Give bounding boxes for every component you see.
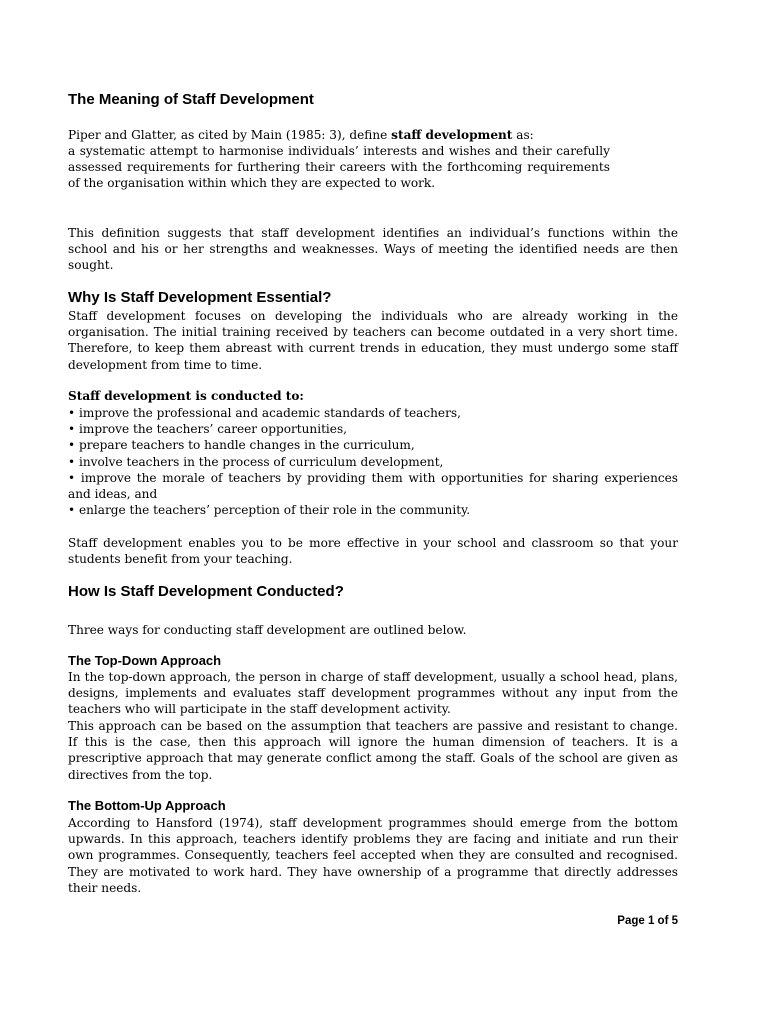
definition-intro-suffix: as: <box>512 128 534 142</box>
page-number: Page 1 of 5 <box>617 915 678 927</box>
why-closing: Staff development enables you to be more effective in your school and classroom so that your students benefit from your teaching. <box>68 536 678 567</box>
list-item: • improve the morale of teachers by providing them with opportunities for sharing experiences and ideas, and <box>68 470 678 502</box>
subsection-title-topdown: The Top-Down Approach <box>68 653 222 668</box>
definition-intro <box>68 127 678 143</box>
subsection-title-bottomup: The Bottom-Up Approach <box>68 798 226 813</box>
definition-term: staff development <box>391 128 513 142</box>
list-item: • improve the teachers’ career opportunities, <box>68 421 678 437</box>
list-item: • enlarge the teachers’ perception of their role in the community. <box>68 502 678 518</box>
definition-explanation: This definition suggests that staff development identifies an individual’s functions within the school and his or her strengths and weaknesses. Ways of meeting the identified needs are then sought. <box>68 226 678 273</box>
list-lead: Staff development is conducted to: <box>68 389 304 403</box>
section-title-meaning: The Meaning of Staff Development <box>68 91 314 108</box>
list-item: • prepare teachers to handle changes in the curriculum, <box>68 437 678 453</box>
list-item: • involve teachers in the process of curriculum development, <box>68 454 678 470</box>
topdown-para-2: This approach can be based on the assumption that teachers are passive and resistant to change. If this is the case, then this approach will ignore the human dimension of teachers. It is a prescriptive approach that may generate conflict among the staff. Goals of the school are given as directives from the top. <box>68 719 678 782</box>
definition-intro-prefix: Piper and Glatter, as cited by Main (1985: 3), define <box>68 128 392 142</box>
bottomup-para: According to Hansford (1974), staff development programmes should emerge from the bottom upwards. In this approach, teachers identify problems they are facing and initiate and run their own programmes. Consequently, teachers feel accepted when they are consulted and recognised. They are motivated to work hard. They have ownership of a programme that directly addresses their needs. <box>68 816 678 895</box>
list-item: • improve the professional and academic standards of teachers, <box>68 405 678 421</box>
section-title-why: Why Is Staff Development Essential? <box>68 289 332 306</box>
how-intro: Three ways for conducting staff development are outlined below. <box>68 623 467 637</box>
purpose-list <box>68 405 678 518</box>
section-title-how: How Is Staff Development Conducted? <box>68 583 344 600</box>
topdown-para-1: In the top-down approach, the person in charge of staff development, usually a school head, plans, designs, implements and evaluates staff development programmes without any input from the teachers who will participate in the staff development activity. <box>68 670 678 717</box>
why-paragraph: Staff development focuses on developing the individuals who are already working in the organisation. The initial training received by teachers can become outdated in a very short time. Therefore, to keep them abreast with current trends in education, they must undergo some staff development from time to time. <box>68 309 678 372</box>
definition-quote: a systematic attempt to harmonise individuals’ interests and wishes and their carefully assessed requirements for furthering their careers with the forthcoming requirements of the organisation within which they are expected to work. <box>68 144 610 191</box>
